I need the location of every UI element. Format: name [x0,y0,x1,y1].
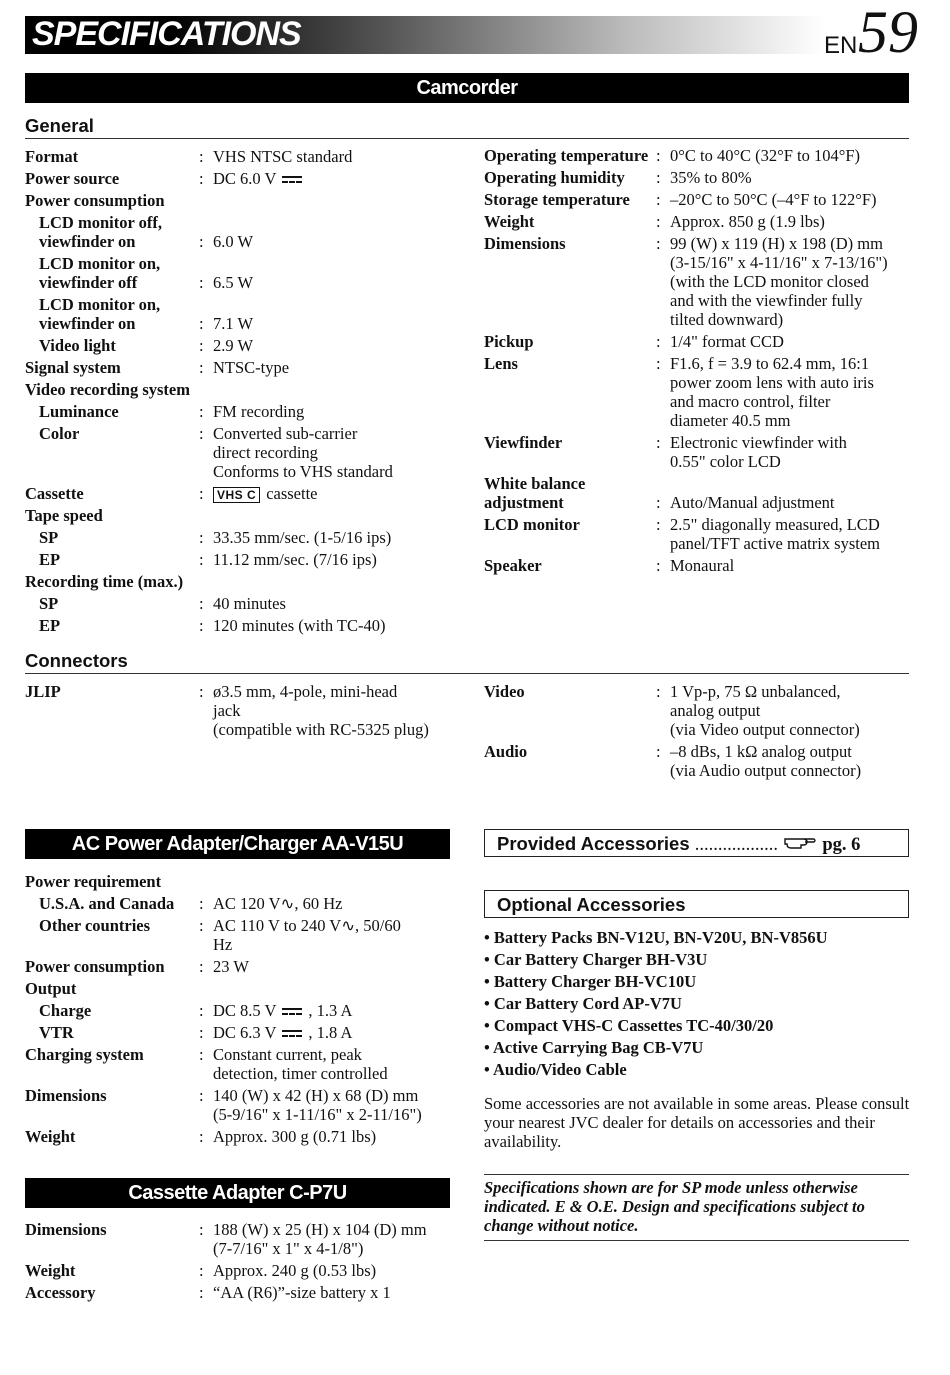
spec-colon: : [199,232,204,251]
spec-colon: : [199,314,204,333]
spec-label: Weight [25,1261,76,1280]
spec-colon: : [199,957,204,976]
spec-value: 1 Vp-p, 75 Ω unbalanced, analog output (via Video output connector) [670,682,860,739]
spec-row [25,380,465,399]
spec-colon: : [656,682,661,701]
spec-colon: : [199,1045,204,1064]
spec-label: Color [39,424,80,443]
spec-value: 6.5 W [213,273,254,292]
connectors-rule [25,673,909,674]
dc-symbol-icon [282,1008,302,1016]
spec-label: Other countries [39,916,151,935]
spec-row [25,402,465,421]
optional-accessories-box [484,890,909,918]
spec-label: Dimensions [484,234,566,253]
spec-colon: : [199,336,204,355]
dc-symbol-icon [282,1030,302,1038]
provided-accessories-dots: .................. [694,835,779,855]
spec-value: 6.0 W [213,232,254,251]
spec-colon: : [199,894,204,913]
spec-value: NTSC-type [213,358,290,377]
spec-row [25,1045,465,1083]
spec-label: Video light [39,336,116,355]
page-title: SPECIFICATIONS [32,15,301,53]
spec-row [25,572,465,591]
spec-label: SP [39,594,59,613]
spec-label: VTR [39,1023,74,1042]
spec-label: Dimensions [25,1086,107,1105]
provided-accessories-ref: pg. 6 [822,835,861,855]
spec-row [25,550,465,569]
spec-colon: : [199,682,204,701]
disclaimer-top-rule [484,1174,909,1175]
spec-row [25,147,465,166]
spec-label: Audio [484,742,528,761]
spec-row [484,474,924,512]
spec-row [25,295,465,333]
spec-label: Luminance [39,402,119,421]
dc-symbol-icon [282,176,302,184]
provided-accessories-box [484,829,909,857]
spec-label: Lens [484,354,518,373]
spec-value: Approx. 240 g (0.53 lbs) [213,1261,377,1280]
spec-colon: : [199,358,204,377]
spec-row [484,433,924,471]
spec-value: 99 (W) x 119 (H) x 198 (D) mm (3-15/16" x 4-11/16" x 7-13/16") (with the LCD monitor closed and with the viewfinder fully tilted downward) [670,234,888,329]
spec-value: 140 (W) x 42 (H) x 68 (D) mm (5-9/16" x 1-11/16" x 2-11/16") [213,1086,422,1124]
ac-adapter-heading: AC Power Adapter/Charger AA-V15U [25,829,450,859]
spec-colon: : [199,1086,204,1105]
spec-label: LCD monitor on, viewfinder off [39,254,161,292]
spec-row [25,528,465,547]
spec-colon: : [656,332,661,351]
spec-row [25,1261,465,1280]
spec-value: 23 W [213,957,249,976]
spec-value: 2.5" diagonally measured, LCD panel/TFT active matrix system [670,515,881,553]
spec-colon: : [656,433,661,452]
optional-accessory-item: • Battery Charger BH-VC10U [484,972,697,991]
ac-adapter-specs [25,872,465,1149]
spec-label: LCD monitor on, viewfinder on [39,295,161,333]
spec-row [25,894,465,913]
spec-colon: : [199,424,204,443]
spec-colon: : [199,1001,204,1020]
spec-value: F1.6, f = 3.9 to 62.4 mm, 16:1 power zoom lens with auto iris and macro control, filter diameter 40.5 mm [670,354,874,430]
spec-value: 33.35 mm/sec. (1-5/16 ips) [213,528,392,547]
spec-label: Weight [25,1127,76,1146]
pointing-hand-icon [783,831,817,859]
spec-row [484,168,924,187]
spec-label: Tape speed [25,506,103,525]
spec-value: VHS NTSC standard [213,147,353,166]
connectors-heading: Connectors [25,650,128,671]
spec-colon: : [199,616,204,635]
spec-value: Constant current, peak detection, timer controlled [213,1045,388,1083]
spec-label: Format [25,147,79,166]
spec-value: Auto/Manual adjustment [670,493,835,512]
spec-value: 1/4" format CCD [670,332,784,351]
cassette-adapter-heading: Cassette Adapter C-P7U [25,1178,450,1208]
spec-value: –20°C to 50°C (–4°F to 122°F) [670,190,877,209]
optional-accessory-item: • Car Battery Charger BH-V3U [484,950,708,969]
spec-row [484,234,924,329]
spec-label: Power consumption [25,191,165,210]
spec-label: Recording time (max.) [25,572,184,591]
spec-value: 2.9 W [213,336,254,355]
spec-value: VHS C cassette [213,484,465,503]
spec-label: Cassette [25,484,84,503]
spec-row [25,213,465,251]
spec-label: EP [39,616,61,635]
spec-row [25,506,465,525]
optional-accessory-item: • Compact VHS-C Cassettes TC-40/30/20 [484,1016,774,1035]
spec-label: LCD monitor [484,515,580,534]
general-rule [25,138,909,139]
spec-colon: : [199,1283,204,1302]
spec-label: Power source [25,169,120,188]
spec-row [484,556,924,575]
spec-colon: : [656,354,661,373]
cassette-adapter-specs [25,1220,465,1305]
spec-row [25,916,465,954]
spec-label: SP [39,528,59,547]
spec-row [484,212,924,231]
spec-value: Approx. 850 g (1.9 lbs) [670,212,825,231]
spec-row [25,682,465,739]
spec-value: DC 6.0 V [213,169,465,188]
spec-row [25,484,465,503]
spec-colon: : [656,146,661,165]
spec-label: Output [25,979,77,998]
spec-colon: : [199,528,204,547]
spec-colon: : [199,1023,204,1042]
spec-label: Charge [39,1001,92,1020]
spec-value: FM recording [213,402,305,421]
spec-row [25,1220,465,1258]
general-left-specs [25,147,465,638]
spec-row [25,358,465,377]
spec-colon: : [199,1220,204,1239]
spec-label: Signal system [25,358,121,377]
vhs-c-logo: VHS C [213,487,260,503]
spec-value: DC 8.5 V , 1.3 A [213,1001,353,1020]
spec-row [25,191,465,210]
spec-label: Power requirement [25,872,162,891]
spec-value: Electronic viewfinder with 0.55" color LCD [670,433,847,471]
spec-label: Weight [484,212,535,231]
optional-accessories-label: Optional Accessories [497,894,686,915]
spec-label: Viewfinder [484,433,563,452]
optional-accessory-item: • Active Carrying Bag CB-V7U [484,1038,704,1057]
spec-colon: : [199,147,204,166]
spec-value: Approx. 300 g (0.71 lbs) [213,1127,377,1146]
spec-label: LCD monitor off, viewfinder on [39,213,162,251]
spec-colon: : [199,916,204,935]
spec-colon: : [656,190,661,209]
spec-label: White balance adjustment [484,474,586,512]
connectors-left-specs [25,682,465,742]
spec-row [25,254,465,292]
spec-row [25,957,465,976]
spec-colon: : [656,556,661,575]
spec-value: 120 minutes (with TC-40) [213,616,386,635]
spec-value: 11.12 mm/sec. (7/16 ips) [213,550,377,569]
spec-row [484,190,924,209]
spec-label: Pickup [484,332,534,351]
spec-value: “AA (R6)”-size battery x 1 [213,1283,391,1302]
page-language: EN [824,32,858,59]
spec-value: Monaural [670,556,735,575]
optional-accessory-item: • Car Battery Cord AP-V7U [484,994,682,1013]
spec-colon: : [656,234,661,253]
spec-row [484,146,924,165]
spec-value: –8 dBs, 1 kΩ analog output (via Audio output connector) [670,742,862,780]
spec-value: 7.1 W [213,314,254,333]
page-number: 59 [858,0,918,65]
spec-colon: : [199,1127,204,1146]
spec-value: 40 minutes [213,594,286,613]
spec-row [25,616,465,635]
spec-label: Operating humidity [484,168,625,187]
spec-value: Converted sub-carrier direct recording Conforms to VHS standard [213,424,393,481]
spec-value: 0°C to 40°C (32°F to 104°F) [670,146,861,165]
disclaimer-bottom-rule [484,1240,909,1241]
spec-colon: : [199,169,204,188]
spec-colon: : [199,1261,204,1280]
spec-label: U.S.A. and Canada [39,894,175,913]
spec-label: Accessory [25,1283,96,1302]
spec-row [484,682,924,739]
general-right-specs [484,146,924,578]
spec-colon: : [199,484,204,503]
spec-label: Storage temperature [484,190,630,209]
spec-label: Video [484,682,525,701]
spec-row [25,169,465,188]
general-heading: General [25,115,94,136]
spec-row [484,332,924,351]
spec-row [484,515,924,553]
optional-accessory-item: • Audio/Video Cable [484,1060,627,1079]
spec-row [484,354,924,430]
spec-row [25,1283,465,1302]
spec-colon: : [656,515,661,534]
spec-label: Speaker [484,556,542,575]
provided-accessories-label: Provided Accessories [497,833,690,854]
spec-row [25,1001,465,1020]
spec-label: Power consumption [25,957,165,976]
spec-value: AC 120 V∿, 60 Hz [213,894,343,913]
optional-accessory-item: • Battery Packs BN-V12U, BN-V20U, BN-V856U [484,928,828,947]
disclaimer: Specifications shown are for SP mode unless otherwise indicated. E & O.E. Design and specifications subject to change without notice. [484,1178,865,1235]
camcorder-heading: Camcorder [25,73,909,103]
spec-value: 35% to 80% [670,168,752,187]
accessories-note: Some accessories are not available in some areas. Please consult your nearest JVC dealer for details on accessories and their availability. [484,1094,910,1151]
connectors-right-specs [484,682,924,783]
spec-row [25,594,465,613]
spec-colon: : [199,594,204,613]
spec-colon: : [656,742,661,761]
spec-row [484,742,924,780]
spec-colon: : [199,273,204,292]
spec-label: Operating temperature [484,146,649,165]
spec-row [25,336,465,355]
spec-colon: : [656,493,661,512]
spec-colon: : [199,550,204,569]
spec-label: Dimensions [25,1220,107,1239]
spec-row [25,1023,465,1042]
spec-colon: : [199,402,204,421]
spec-row [25,1127,465,1146]
spec-colon: : [656,168,661,187]
spec-label: JLIP [25,682,61,701]
spec-label: Charging system [25,1045,144,1064]
spec-value: 188 (W) x 25 (H) x 104 (D) mm (7-7/16" x 1" x 4-1/8") [213,1220,427,1258]
spec-row [25,872,465,891]
spec-label: EP [39,550,61,569]
spec-colon: : [656,212,661,231]
spec-row [25,424,465,481]
spec-value: AC 110 V to 240 V∿, 50/60 Hz [213,916,401,954]
spec-label: Video recording system [25,380,190,399]
optional-accessories-list [484,928,914,1082]
spec-row [25,979,465,998]
spec-row [25,1086,465,1124]
spec-value: DC 6.3 V , 1.8 A [213,1023,353,1042]
spec-value: ø3.5 mm, 4-pole, mini-head jack (compatible with RC-5325 plug) [213,682,429,739]
